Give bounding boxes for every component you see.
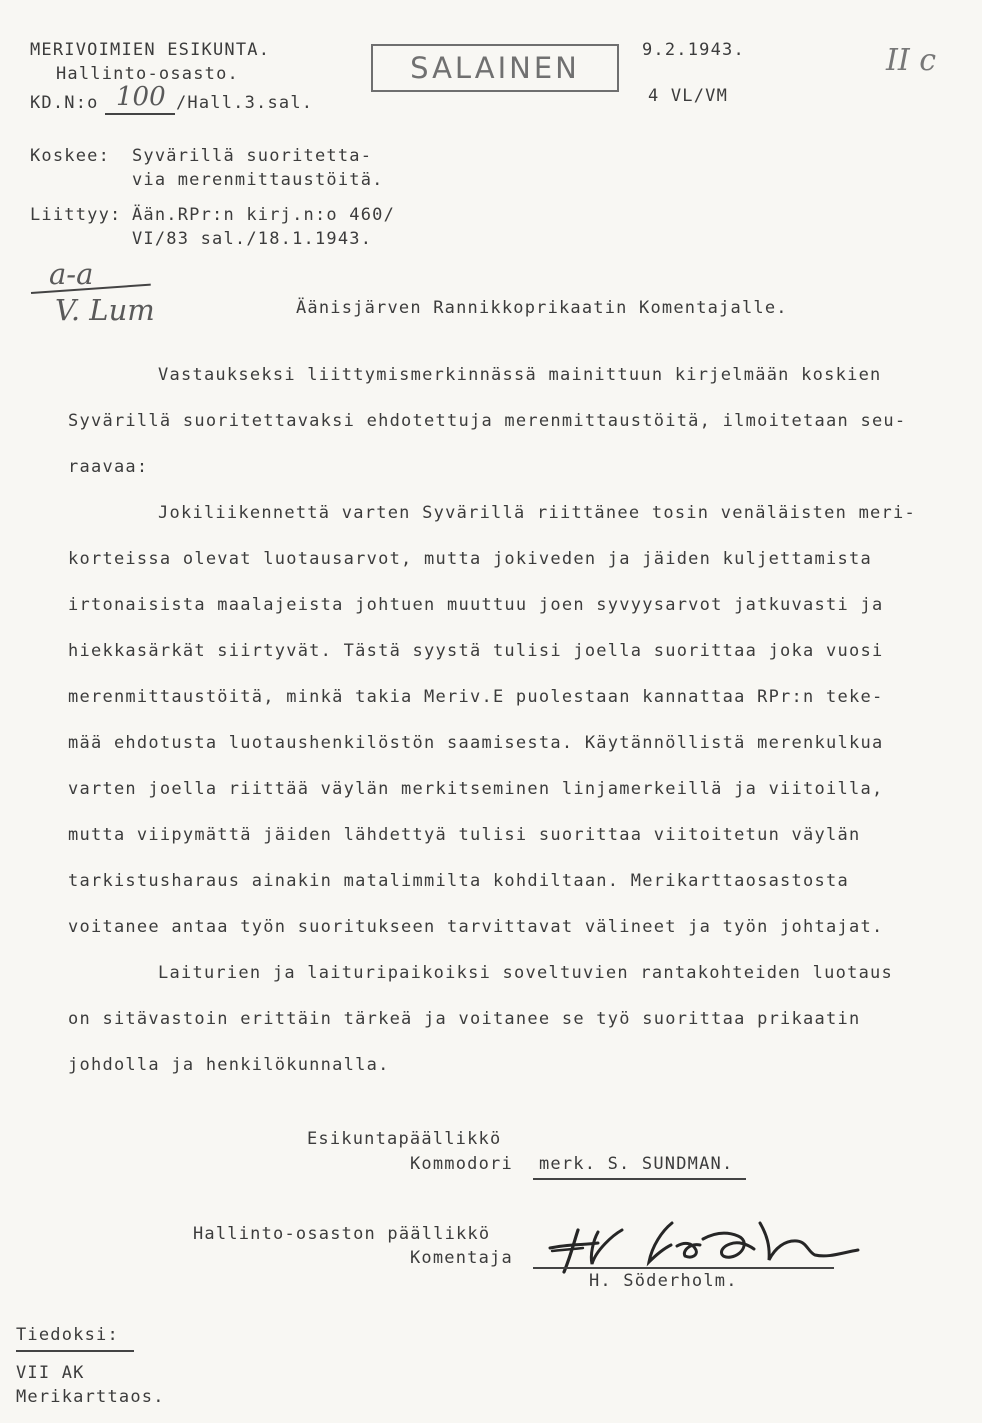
- body-line-16: johdolla ja henkilökunnalla.: [68, 1055, 390, 1075]
- signer-name: H. Söderholm.: [589, 1271, 738, 1291]
- body-line-12: tarkistusharaus ainakin matalimmilta kohdiltaan. Merikarttaosastosta: [68, 871, 849, 891]
- record-prefix: KD.N:o: [30, 93, 99, 113]
- chief-name: merk. S. SUNDMAN.: [539, 1154, 734, 1174]
- department-chief-rank: Komentaja: [410, 1248, 513, 1268]
- body-line-15: on sitävastoin erittäin tärkeä ja voitanee se työ suorittaa prikaatin: [68, 1009, 861, 1029]
- body-line-9: mää ehdotusta luotaushenkilöstön saamisesta. Käytännöllistä merenkulkua: [68, 733, 884, 753]
- subject-line-2: via merenmittaustöitä.: [132, 170, 384, 190]
- reference-line-1: Ään.RPr:n kirj.n:o 460/: [132, 205, 396, 225]
- chief-title: Esikuntapäällikkö: [307, 1129, 502, 1149]
- reference-label: Liittyy:: [30, 205, 122, 225]
- body-line-1: Vastaukseksi liittymismerkinnässä mainittuun kirjelmään koskien: [158, 365, 882, 385]
- marginal-note-bottom: V. Lum: [55, 293, 155, 327]
- body-line-2: Syvärillä suoritettavaksi ehdotettuja merenmittaustöitä, ilmoitetaan seu-: [68, 411, 907, 431]
- department-chief-title: Hallinto-osaston päällikkö: [193, 1224, 491, 1244]
- record-suffix: /Hall.3.sal.: [176, 93, 314, 113]
- body-line-3: raavaa:: [68, 457, 149, 477]
- body-line-10: varten joella riittää väylän merkitseminen linjamerkeillä ja viitoilla,: [68, 779, 884, 799]
- classification-stamp: SALAINEN: [371, 44, 619, 92]
- body-line-11: mutta viipymättä jäiden lähdettyä tulisi suorittaa viitoitetun väylän: [68, 825, 861, 845]
- body-line-8: merenmittaustöitä, minkä takia Meriv.E puolestaan kannattaa RPr:n teke-: [68, 687, 884, 707]
- registry-code: 4 VL/VM: [648, 86, 729, 106]
- distribution-underline: [16, 1350, 134, 1352]
- body-line-14: Laiturien ja laituripaikoiksi soveltuvien rantakohteiden luotaus: [158, 963, 894, 983]
- body-line-7: hiekkasärkät siirtyvät. Tästä syystä tulisi joella suorittaa joka vuosi: [68, 641, 884, 661]
- distribution-copy-1: VII AK: [16, 1363, 85, 1383]
- organization-name: MERIVOIMIEN ESIKUNTA.: [30, 40, 271, 60]
- body-line-6: irtonaisista maalajeista johtuen muuttuu joen syvyysarvot jatkuvasti ja: [68, 595, 884, 615]
- document-date: 9.2.1943.: [642, 40, 745, 60]
- body-line-4: Jokiliikennettä varten Syvärillä riittänee tosin venäläisten meri-: [158, 503, 917, 523]
- body-line-13: voitanee antaa työn suoritukseen tarvittavat välineet ja työn johtajat.: [68, 917, 884, 937]
- department-name: Hallinto-osasto.: [56, 64, 239, 84]
- subject-line-1: Syvärillä suoritetta-: [132, 146, 373, 166]
- archive-mark: II c: [886, 43, 937, 78]
- distribution-label: Tiedoksi:: [16, 1325, 119, 1345]
- subject-label: Koskee:: [30, 146, 111, 166]
- recipient-line: Äänisjärven Rannikkoprikaatin Komentajalle.: [296, 298, 788, 318]
- chief-rank: Kommodori: [410, 1154, 513, 1174]
- reference-line-2: VI/83 sal./18.1.1943.: [132, 229, 373, 249]
- marginal-note-top: a-a: [49, 257, 94, 291]
- record-number: 100: [116, 82, 166, 112]
- department-signature-line: [533, 1267, 834, 1269]
- body-line-5: korteissa olevat luotausarvot, mutta jokiveden ja jäiden kuljettamista: [68, 549, 872, 569]
- distribution-copy-2: Merikarttaos.: [16, 1387, 165, 1407]
- record-number-underline: [105, 113, 175, 115]
- chief-signature-line: [533, 1178, 746, 1180]
